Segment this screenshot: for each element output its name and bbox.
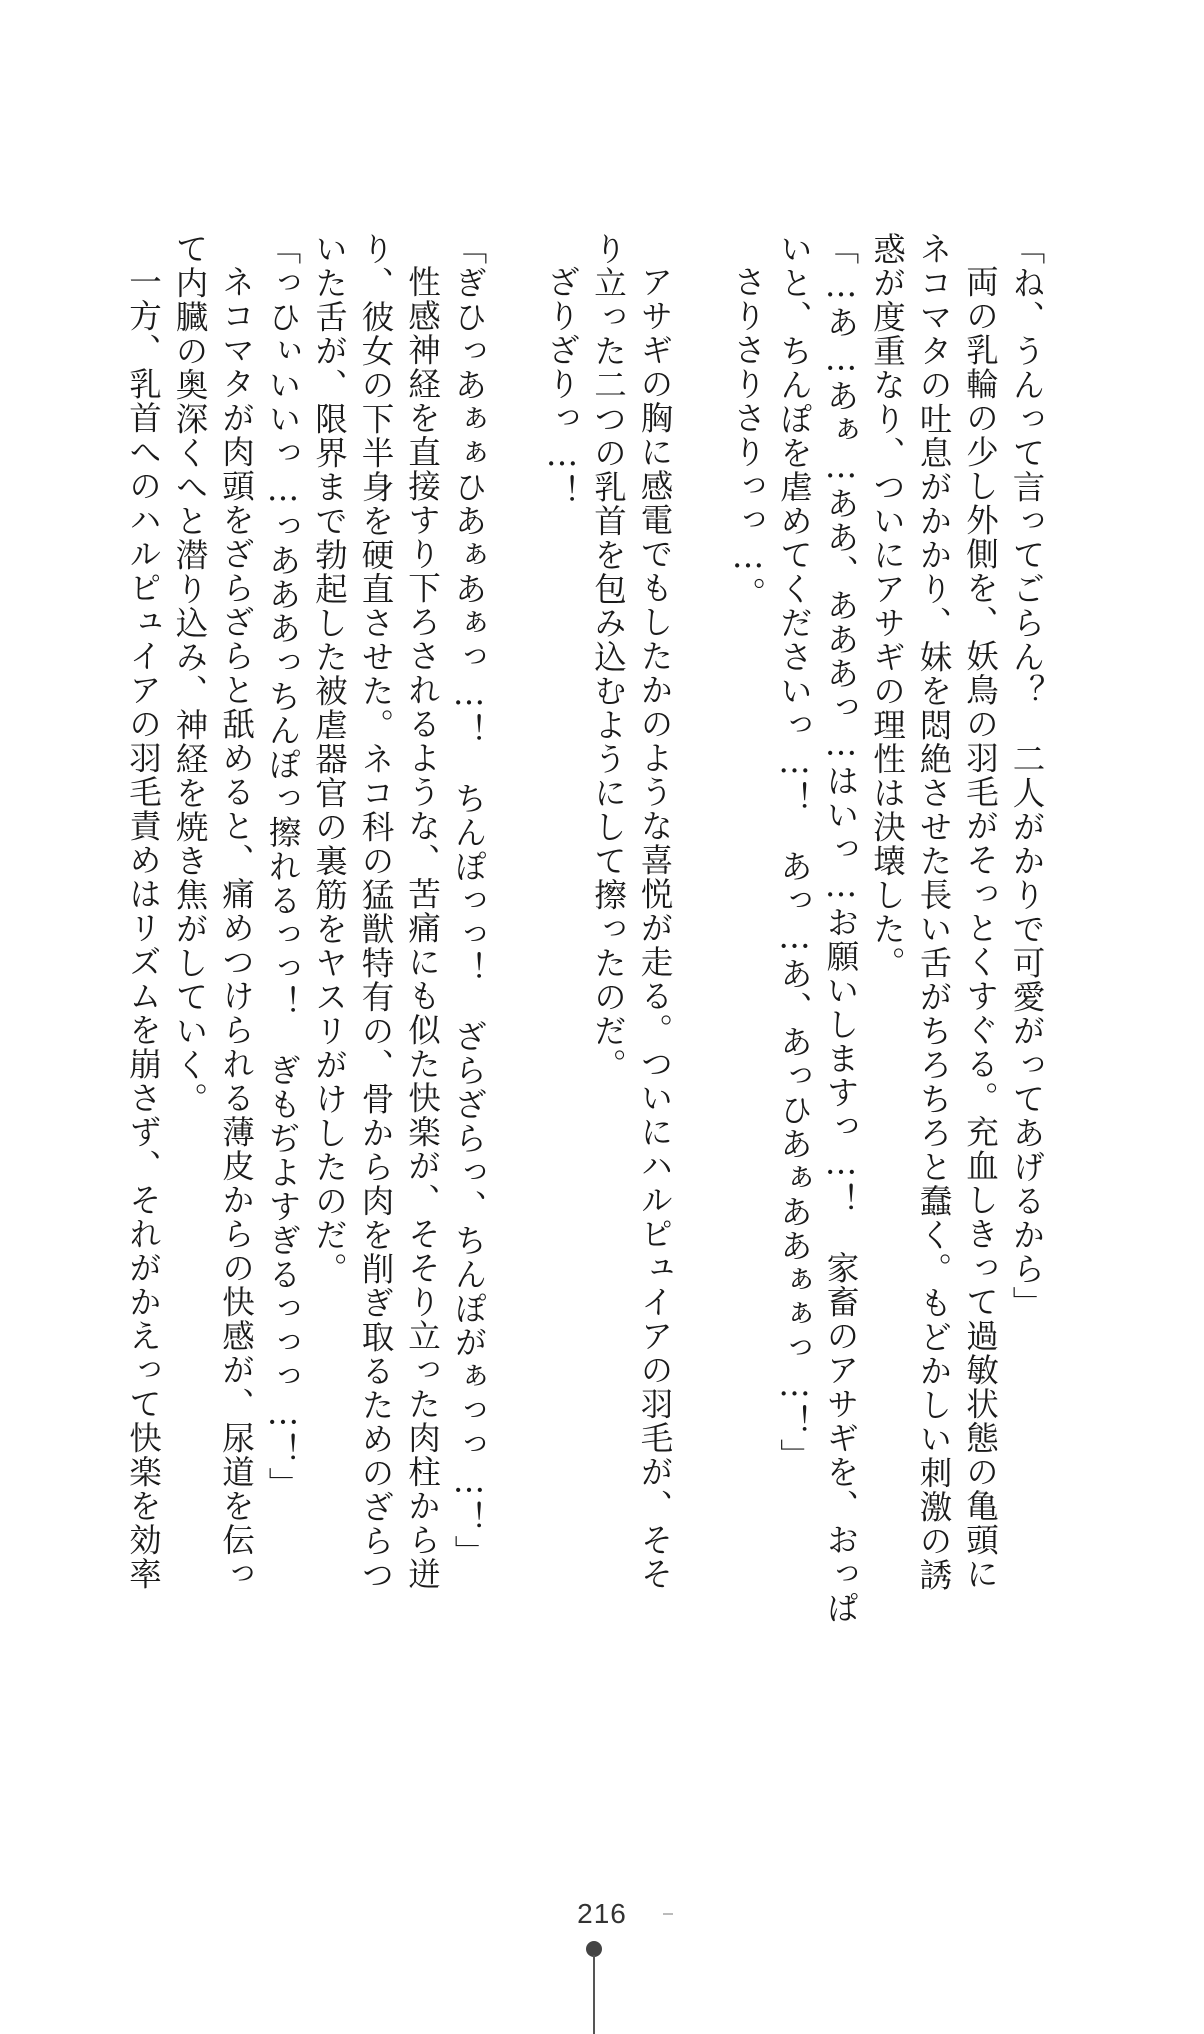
text-column: 一方、乳首へのハルピュイアの羽毛責めはリズムを崩さず、それがかえって快楽を効率 (124, 265, 163, 1591)
text-column: て内臓の奥深くへと潜り込み、神経を焼き焦がしていく。 (171, 232, 209, 1116)
text-column: いた舌が、限界まで勃起した被虐器官の裏筋をヤスリがけしたのだ。 (310, 232, 349, 1286)
text-column: ネコマタの吐息がかかり、妹を悶絶させた長い舌がちろちろと蠢く。もどかしい刺激の誘 (915, 232, 953, 1592)
text-column: 惑が度重なり、ついにアサギの理性は決壊した。 (868, 232, 907, 980)
crop-tick (663, 1913, 673, 1915)
text-column: 性感神経を直接すり下ろされるような、苦痛にも似た快楽が、そそり立った肉柱から迸 (403, 265, 442, 1591)
text-column: いと、ちんぽを虐めてくださいっ…！ あっ…あ、あっひあぁああぁぁっ…！」 (775, 232, 814, 1473)
page-marker-line (593, 1955, 595, 2034)
text-column: り立った二つの乳首を包み込むようにして擦ったのだ。 (589, 232, 628, 1082)
text-column: 「…あ…あぁ…ああ、あああっ…はいっ…お願いしますっ…！ 家畜のアサギを、おっぱ (822, 232, 860, 1625)
text-column: アサギの胸に感電でもしたかのような喜悦が走る。ついにハルピュイアの羽毛が、そそ (636, 265, 674, 1591)
text-column: ネコマタが肉頭をざらざらと舐めると、痛めつけられる薄皮からの快感が、尿道を伝っ (217, 265, 256, 1591)
text-column: 「ぎひっあぁぁひあぁあぁっ…！ ちんぽっっ！ ざらざらっ、ちんぽがぁっっ…！」 (450, 232, 488, 1569)
text-column: り、彼女の下半身を硬直させた。ネコ科の猛獣特有の、骨から肉を削ぎ取るためのざらつ (357, 232, 395, 1592)
vertical-body-text (124, 232, 1050, 1712)
paragraph-gap (492, 232, 539, 1712)
text-column: ざりざりっ…！ (543, 265, 581, 509)
text-column: さりさりさりっっ…。 (729, 265, 767, 611)
text-column: 「っひぃいいっ…っあああっちんぽっ擦れるっっ！ ぎもぢよすぎるっっっ…！」 (264, 232, 302, 1501)
text-column: 「ね、うんって言ってごらん？ 二人がかりで可愛がってあげるから」 (1008, 232, 1046, 1320)
page-number: 216 (577, 1898, 627, 1929)
paragraph-gap (678, 232, 725, 1712)
text-column: 両の乳輪の少し外側を、妖鳥の羽毛がそっとくすぐる。充血しきって過敏状態の亀頭に (961, 265, 1000, 1591)
